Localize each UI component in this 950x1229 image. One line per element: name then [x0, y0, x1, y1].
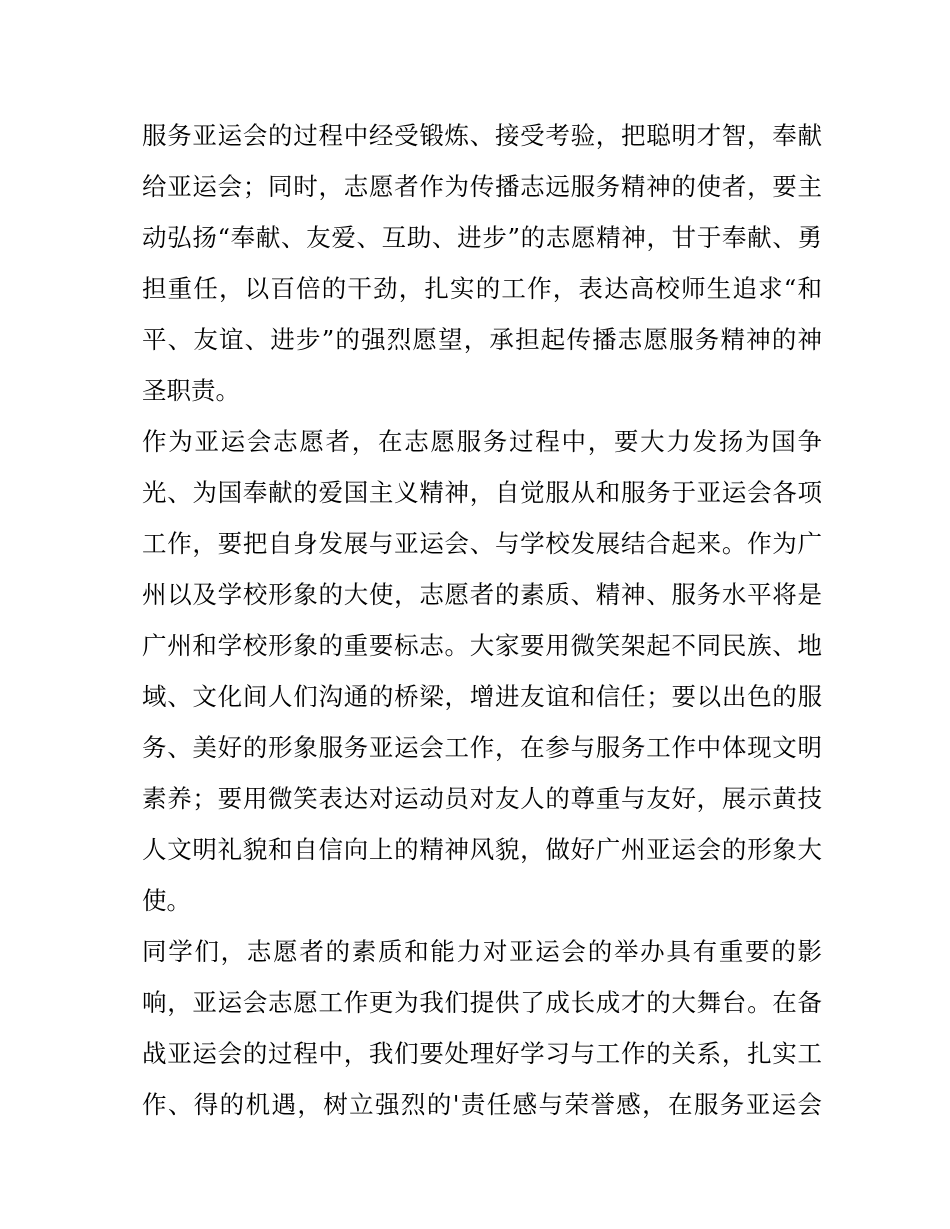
text-line: 务、美好的形象服务亚运会工作，在参与服务工作中体现文明 — [142, 733, 822, 762]
text-line: 广州和学校形象的重要标志。大家要用微笑架起不同民族、地 — [142, 631, 822, 660]
text-line: 使。 — [142, 886, 191, 915]
text-line: 作为亚运会志愿者，在志愿服务过程中，要大力发扬为国争 — [142, 427, 822, 456]
text-line: 服务亚运会的过程中经受锻炼、接受考验，把聪明才智，奉献 — [142, 121, 822, 150]
text-line: 工作，要把自身发展与亚运会、与学校发展结合起来。作为广 — [142, 529, 822, 558]
text-line: 人文明礼貌和自信向上的精神风貌，做好广州亚运会的形象大 — [142, 835, 822, 864]
text-line: 同学们，志愿者的素质和能力对亚运会的举办具有重要的影 — [142, 937, 822, 966]
text-line: 圣职责。 — [142, 376, 240, 405]
text-line: 响，亚运会志愿工作更为我们提供了成长成才的大舞台。在备 — [142, 988, 822, 1017]
text-line: 域、文化间人们沟通的桥梁，增进友谊和信任；要以出色的服 — [142, 682, 822, 711]
text-line: 作、得的机遇，树立强烈的'责任感与荣誉感，在服务亚运会 — [142, 1090, 822, 1119]
text-line: 平、友谊、进步”的强烈愿望，承担起传播志愿服务精神的神 — [142, 325, 822, 354]
body-text — [142, 110, 822, 1130]
text-line: 素养；要用微笑表达对运动员对友人的尊重与友好，展示黄技 — [142, 784, 822, 813]
text-line: 战亚运会的过程中，我们要处理好学习与工作的关系，扎实工 — [142, 1039, 822, 1068]
text-line: 给亚运会；同时，志愿者作为传播志远服务精神的使者，要主 — [142, 172, 822, 201]
text-line: 州以及学校形象的大使，志愿者的素质、精神、服务水平将是 — [142, 580, 822, 609]
text-line: 动弘扬“奉献、友爱、互助、进步”的志愿精神，甘于奉献、勇 — [142, 223, 822, 252]
text-line: 担重任，以百倍的干劲，扎实的工作，表达高校师生追求“和 — [142, 274, 822, 303]
text-line: 光、为国奉献的爱国主义精神，自觉服从和服务于亚运会各项 — [142, 478, 822, 507]
